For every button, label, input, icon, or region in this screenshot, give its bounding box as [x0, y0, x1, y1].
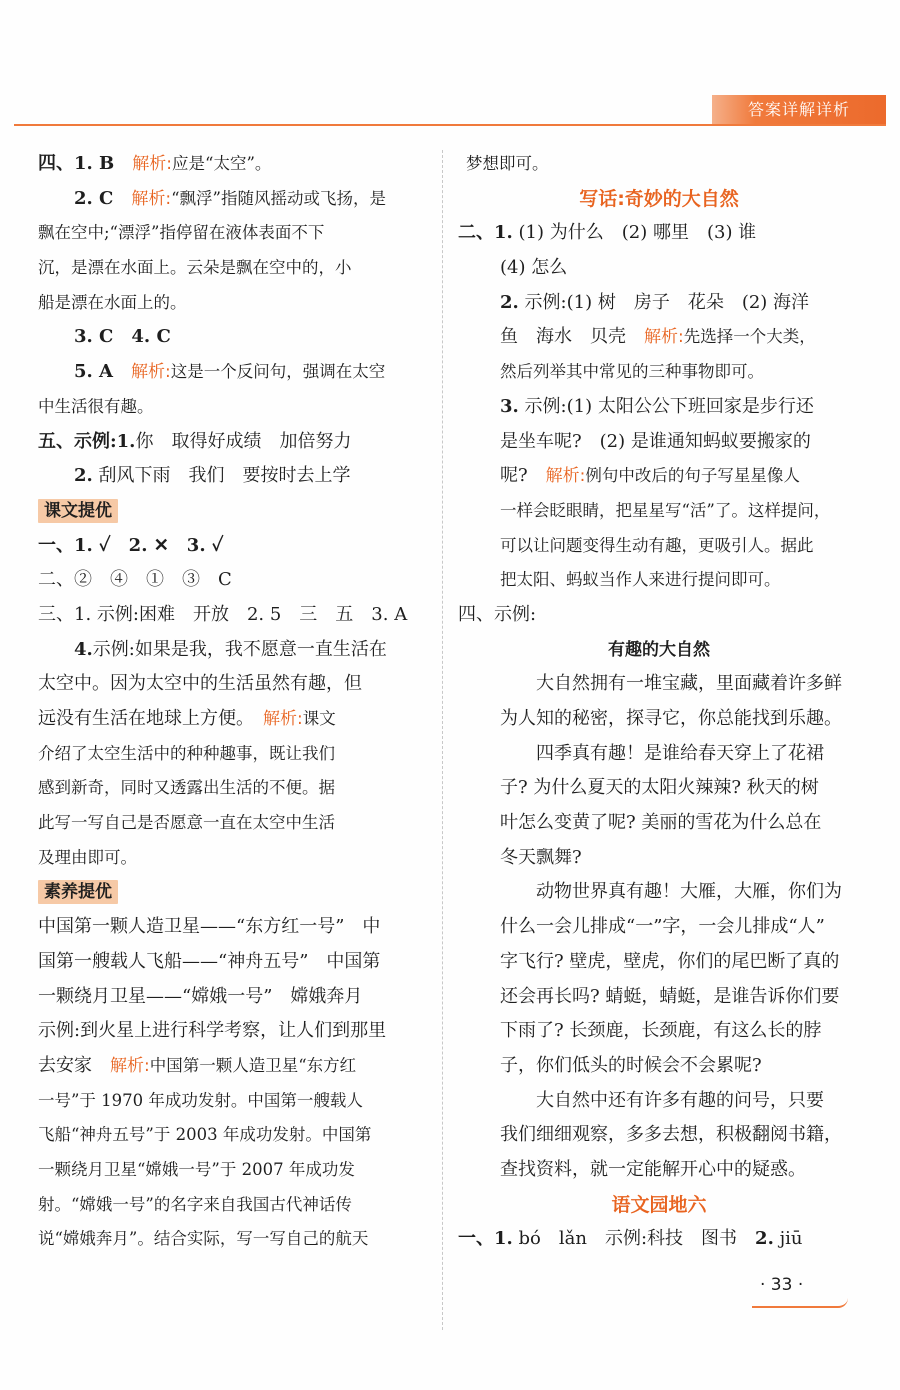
composition-line: 什么一会儿排成“一”字，一会儿排成“人”	[500, 916, 825, 938]
answer-line: 然后列举其中常见的三种事物即可。	[500, 362, 764, 382]
answer-line: 太空中。因为太空中的生活虽然有趣，但	[38, 673, 362, 695]
answer-line: 二、1. (1) 为什么 (2) 哪里 (3) 谁	[458, 222, 757, 244]
answer-line: 呢? 解析:例句中改后的句子写星星像人	[500, 465, 800, 487]
answer-line: 感到新奇，同时又透露出生活的不便。据	[38, 778, 335, 798]
answer-line: 射。“嫦娥一号”的名字来自我国古代神话传	[38, 1194, 352, 1214]
answer-line: 中国第一颗人造卫星——“东方红一号” 中	[38, 916, 381, 938]
answer-line: 5. A 解析:这是一个反问句，强调在太空	[74, 361, 386, 383]
answer-line: 三、1. 示例:困难 开放 2. 5 三 五 3. A	[38, 603, 408, 625]
answer-line: 沉，是漂在水面上。云朵是飘在空中的，小	[38, 258, 352, 278]
composition-line: 为人知的秘密，探寻它，你总能找到乐趣。	[500, 708, 842, 729]
composition-line: 大自然中还有许多有趣的问号，只要	[536, 1089, 824, 1111]
answer-line: 四、示例:	[458, 603, 537, 625]
answer-line: 国第一艘载人飞船——“神舟五号” 中国第	[38, 950, 381, 972]
composition-line: 叶怎么变黄了呢? 美丽的雪花为什么总在	[500, 812, 822, 834]
header-tab: 答案详解详析	[712, 95, 886, 125]
answer-line: 中生活很有趣。	[38, 396, 154, 416]
analysis-label: 解析:	[132, 154, 173, 174]
analysis-label: 解析:	[110, 1055, 150, 1076]
right-column	[458, 147, 852, 1257]
header-rule	[14, 124, 886, 126]
answer-line: (4) 怎么	[500, 257, 568, 279]
answer-line: 一颗绕月卫星——“嫦娥一号” 嫦娥奔月	[38, 985, 363, 1007]
section-heading: 语文园地六	[611, 1193, 707, 1216]
composition-line: 冬天飘舞?	[500, 846, 582, 868]
composition-line: 动物世界真有趣！大雁，大雁，你们为	[536, 881, 842, 903]
answer-line: 一样会眨眼睛，把星星写“活”了。这样提问，	[500, 500, 831, 520]
composition-line: 子? 为什么夏天的太阳火辣辣? 秋天的树	[500, 777, 819, 799]
answer-line: 梦想即可。	[466, 154, 549, 173]
analysis-label: 解析:	[545, 466, 586, 487]
answer-line: 3. C 4. C	[74, 326, 171, 348]
answer-line: 四、1. B 解析:应是“太空”。	[38, 153, 272, 174]
answer-line: 示例:到火星上进行科学考察，让人们到那里	[38, 1020, 387, 1042]
composition-line: 查找资料，就一定能解开心中的疑惑。	[500, 1158, 806, 1180]
answer-line: 2. 示例:(1) 树 房子 花朵 (2) 海洋	[500, 291, 810, 313]
answer-line: 是坐车呢? (2) 是谁通知蚂蚁要搬家的	[500, 430, 811, 452]
answer-line: 此写一写自己是否愿意一直在太空中生活	[38, 813, 335, 833]
answer-line	[38, 494, 430, 529]
column-divider	[442, 150, 443, 1330]
answer-line: 二、② ④ ① ③ C	[38, 569, 232, 591]
page-number: · 33 ·	[760, 1275, 804, 1295]
analysis-label: 解析:	[263, 709, 303, 729]
answer-line: 一号”于 1970 年成功发射。中国第一艘载人	[38, 1090, 363, 1110]
section-tag: 素养提优	[38, 880, 118, 904]
composition-line: 子，你们低头的时候会不会累呢?	[500, 1054, 762, 1076]
analysis-label: 解析:	[131, 188, 172, 209]
composition-title: 有趣的大自然	[608, 639, 710, 660]
answer-line: 飞船“神舟五号”于 2003 年成功发射。中国第	[38, 1125, 372, 1145]
answer-line: 鱼 海水 贝壳 解析:先选择一个大类，	[500, 326, 816, 348]
answer-line: 2. 刮风下雨 我们 要按时去上学	[74, 465, 351, 487]
answer-line: 及理由即可。	[38, 847, 137, 867]
answer-line: 4.示例:如果是我，我不愿意一直生活在	[74, 638, 387, 660]
answer-line: 远没有生活在地球上方便。 解析:课文	[38, 708, 336, 729]
answer-line: 一颗绕月卫星“嫦娥一号”于 2007 年成功发	[38, 1159, 355, 1179]
composition-line: 大自然拥有一堆宝藏，里面藏着许多鲜	[536, 673, 842, 695]
left-column	[38, 147, 430, 1257]
answer-line: 3. 示例:(1) 太阳公公下班回家是步行还	[500, 395, 814, 417]
answer-line: 一、1. bó lǎn 示例:科技 图书 2. jiū	[458, 1228, 803, 1250]
answer-line: 五、示例:1.你 取得好成绩 加倍努力	[38, 430, 352, 452]
composition-line: 四季真有趣！是谁给春天穿上了花裙	[536, 742, 824, 764]
composition-line: 还会再长吗? 蜻蜓，蜻蜓，是谁告诉你们要	[500, 985, 840, 1007]
answer-line: 船是漂在水面上的。	[38, 292, 187, 312]
analysis-label: 解析:	[644, 327, 684, 348]
composition-line: 我们细细观察，多多去想，积极翻阅书籍，	[500, 1124, 842, 1146]
answer-line	[38, 875, 430, 910]
answer-line: 介绍了太空生活中的种种趣事，既让我们	[38, 743, 335, 763]
answer-line: 一、1. ✓ 2. ✕ 3. ✓	[38, 534, 224, 556]
composition-line: 下雨了? 长颈鹿，长颈鹿，有这么长的脖	[500, 1020, 822, 1042]
answer-line: 说“嫦娥奔月”。结合实际，写一写自己的航天	[38, 1229, 369, 1249]
answer-line: 去安家 解析:中国第一颗人造卫星“东方红	[38, 1054, 357, 1076]
answer-line: 可以让问题变得生动有趣，更吸引人。据此	[500, 535, 814, 555]
answer-line: 2. C 解析:“飘浮”指随风摇动或飞扬，是	[74, 187, 386, 209]
section-tag: 课文提优	[38, 499, 118, 523]
answer-line: 飘在空中;“漂浮”指停留在液体表面不下	[38, 223, 325, 243]
analysis-label: 解析:	[131, 362, 171, 383]
page-number-decoration	[752, 1298, 848, 1308]
composition-line: 字飞行? 壁虎，壁虎，你们的尾巴断了真的	[500, 950, 840, 972]
section-heading: 写话:奇妙的大自然	[579, 187, 739, 210]
answer-line: 把太阳、蚂蚁当作人来进行提问即可。	[500, 570, 781, 590]
